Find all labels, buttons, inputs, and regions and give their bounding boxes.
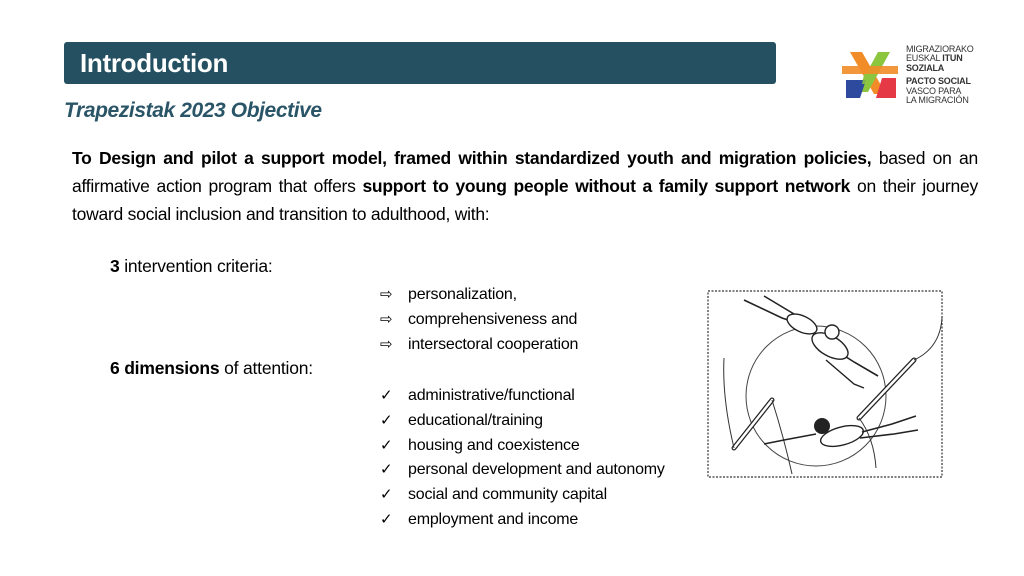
check-icon: ✓ (380, 411, 393, 429)
objective-bold-lead: To Design and pilot a support model, framed within standardized youth and migration policies, (72, 148, 872, 168)
objective-paragraph (72, 144, 978, 228)
list-item (380, 434, 665, 459)
criteria-label: intervention criteria: (119, 256, 273, 276)
criteria-item: intersectoral cooperation (408, 336, 579, 353)
list-item (380, 458, 665, 483)
logo-line: EUSKAL (906, 53, 940, 64)
dimension-item: administrative/functional (408, 387, 575, 404)
logo-text (906, 45, 974, 105)
list-item (380, 307, 578, 332)
slide-title: Introduction (80, 48, 229, 78)
pact-logo (842, 44, 982, 106)
check-icon: ✓ (380, 387, 393, 404)
logo-line: LA MIGRACIÓN (906, 95, 969, 106)
logo-line: PACTO SOCIAL (906, 76, 971, 87)
pact-logo-mark-icon (842, 44, 898, 100)
criteria-item: personalization, (408, 286, 517, 303)
check-icon: ✓ (380, 436, 393, 454)
list-item (380, 384, 665, 409)
list-item (380, 332, 578, 357)
check-icon: ✓ (380, 486, 393, 504)
logo-line: VASCO PARA (906, 85, 962, 96)
dimensions-label: of attention: (219, 358, 313, 378)
dimensions-list (380, 384, 665, 533)
dimension-item: housing and coexistence (408, 436, 580, 454)
dimensions-heading (110, 358, 313, 379)
list-item (380, 409, 665, 434)
criteria-item: comprehensiveness and (408, 311, 578, 328)
header-bar (64, 42, 776, 84)
criteria-list (380, 282, 578, 357)
objective-subtitle: Trapezistak 2023 Objective (64, 99, 322, 122)
dimension-item: employment and income (408, 510, 579, 528)
arrow-right-icon: ⇨ (380, 311, 393, 328)
list-item (380, 508, 665, 533)
arrow-right-icon: ⇨ (380, 336, 393, 353)
criteria-count: 3 (110, 256, 120, 276)
check-icon: ✓ (380, 461, 393, 479)
dimension-item: personal development and autonomy (408, 461, 665, 479)
objective-text: based on an affirmative action program that offers (72, 148, 979, 196)
list-item (380, 483, 665, 508)
check-icon: ✓ (380, 510, 393, 528)
trapeze-artists-illustration (704, 288, 944, 482)
dimension-item: social and community capital (408, 486, 607, 504)
criteria-heading (110, 256, 273, 277)
arrow-right-icon: ⇨ (380, 286, 393, 303)
dimension-item: educational/training (408, 411, 543, 429)
objective-text: on their journey toward social inclusion and transition to adulthood, with: (72, 176, 978, 224)
list-item (380, 282, 578, 307)
dimensions-count: 6 dimensions (110, 358, 220, 378)
objective-bold-target: support to young people without a family support network (362, 176, 851, 196)
logo-line: ITUN (942, 53, 963, 64)
logo-line: MIGRAZIORAKO (906, 44, 974, 54)
logo-line: SOZIALA (906, 62, 945, 73)
